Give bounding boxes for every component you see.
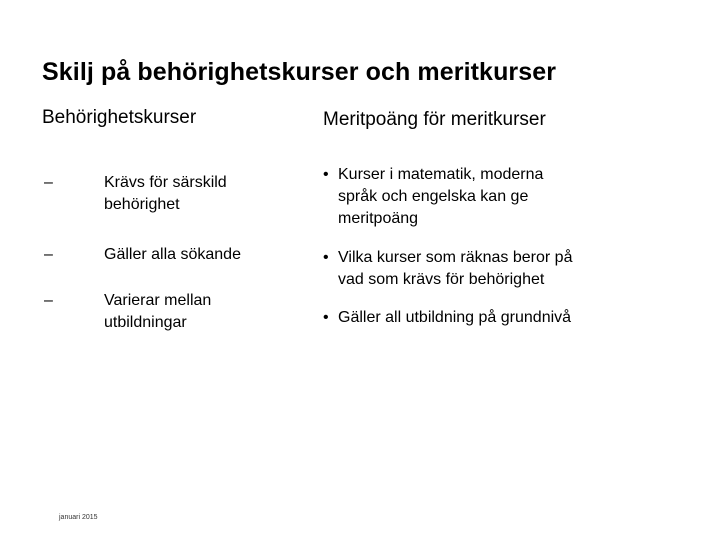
footer-date: januari 2015 <box>59 514 98 521</box>
dash-marker: – <box>44 292 53 309</box>
right-list <box>323 164 583 329</box>
list-item <box>44 172 294 216</box>
bullet-marker: • <box>323 166 329 183</box>
list-item <box>44 244 294 266</box>
list-item <box>44 290 294 334</box>
dash-marker: – <box>44 246 53 263</box>
list-item-text: Gäller all utbildning på grundnivå <box>338 309 572 326</box>
dash-marker: – <box>44 174 53 191</box>
list-item-text: Varierar mellan utbildningar <box>104 292 212 331</box>
list-item-text: Krävs för särskild behörighet <box>104 174 227 213</box>
slide-title: Skilj på behörighetskurser och meritkurser <box>42 58 557 86</box>
list-item-text: Vilka kurser som räknas beror på vad som krävs för behörighet <box>338 249 573 288</box>
left-column-heading: Behörighetskurser <box>42 107 197 128</box>
list-item <box>323 247 583 291</box>
left-list <box>44 172 294 334</box>
list-item-text: Kurser i matematik, moderna språk och engelska kan ge meritpoäng <box>338 166 544 227</box>
bullet-marker: • <box>323 249 329 266</box>
bullet-marker: • <box>323 309 329 326</box>
list-item <box>323 164 583 230</box>
list-item-text: Gäller alla sökande <box>104 246 241 263</box>
right-column-heading: Meritpoäng för meritkurser <box>323 109 546 130</box>
list-item <box>323 307 583 329</box>
